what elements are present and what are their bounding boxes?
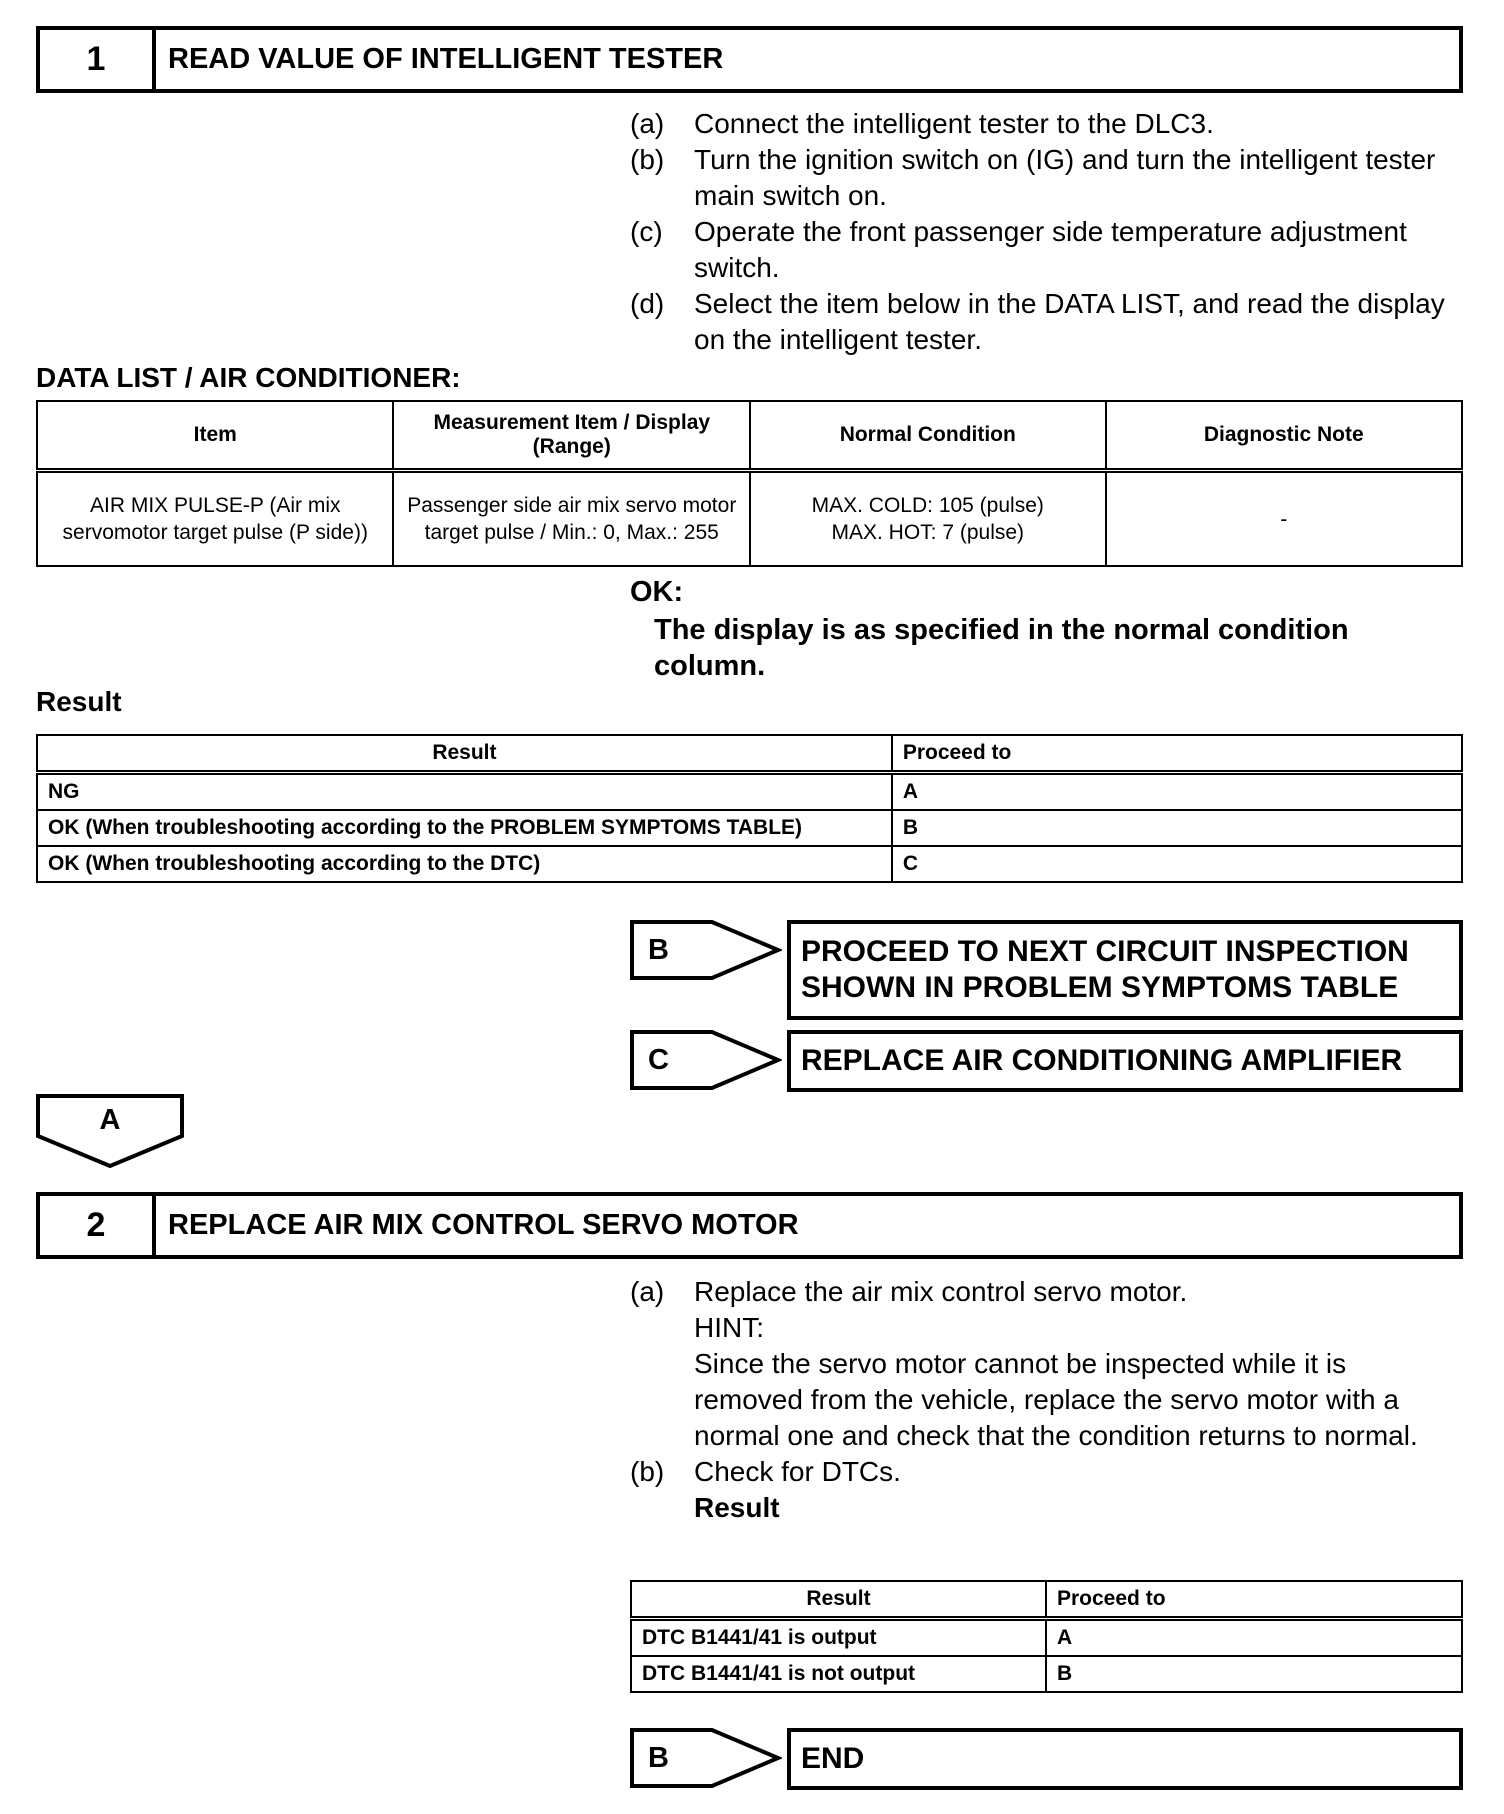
normal-condition-line: MAX. HOT: 7 (pulse) bbox=[831, 521, 1025, 544]
ok-label: OK: bbox=[630, 576, 684, 608]
proceed-cell: B bbox=[892, 810, 1462, 846]
instruction-text: Check for DTCs. bbox=[694, 1456, 901, 1487]
instruction-text: Replace the air mix control servo motor. bbox=[694, 1276, 1188, 1307]
result-heading: Result bbox=[36, 686, 122, 717]
proceed-cell: A bbox=[1046, 1619, 1462, 1657]
result-table bbox=[630, 1580, 1463, 1693]
step-number: 2 bbox=[40, 1196, 156, 1255]
table-header-row bbox=[631, 1581, 1462, 1619]
result-heading: Result bbox=[694, 1492, 780, 1523]
column-header: Measurement Item / Display (Range) bbox=[393, 401, 750, 471]
proceed-cell: A bbox=[892, 773, 1462, 811]
result-cell: OK (When troubleshooting according to the DTC) bbox=[37, 846, 892, 882]
hint-text: Since the servo motor cannot be inspected while it is removed from the vehicle, replace the servo motor with a normal one and check that the condition returns to normal. bbox=[694, 1348, 1418, 1451]
column-header: Proceed to bbox=[892, 735, 1462, 773]
action-text: END bbox=[801, 1742, 865, 1775]
result-table bbox=[36, 734, 1463, 883]
table-row bbox=[37, 471, 1462, 567]
table-row bbox=[37, 846, 1462, 882]
instruction-item bbox=[630, 1454, 1460, 1526]
table-header-row bbox=[37, 401, 1462, 471]
instruction-item bbox=[630, 214, 1460, 286]
instruction-text: Turn the ignition switch on (IG) and turn the intelligent tester main switch on. bbox=[694, 144, 1436, 211]
normal-condition-line: MAX. COLD: 105 (pulse) bbox=[811, 494, 1044, 517]
proceed-cell: B bbox=[1046, 1656, 1462, 1692]
column-header: Normal Condition bbox=[750, 401, 1105, 471]
column-header: Result bbox=[37, 735, 892, 773]
result-cell: DTC B1441/41 is not output bbox=[631, 1656, 1046, 1692]
column-header: Item bbox=[37, 401, 393, 471]
instruction-item bbox=[630, 142, 1460, 214]
instruction-label: (b) bbox=[630, 144, 665, 175]
action-box bbox=[787, 1728, 1463, 1790]
data-list-table bbox=[36, 400, 1463, 567]
instruction-item bbox=[630, 1274, 1460, 1454]
step-number: 1 bbox=[40, 30, 156, 89]
column-header: Diagnostic Note bbox=[1106, 401, 1463, 471]
instruction-item bbox=[630, 286, 1460, 358]
continue-arrow-a bbox=[36, 1094, 184, 1168]
step-title: REPLACE AIR MIX CONTROL SERVO MOTOR bbox=[168, 1209, 799, 1241]
normal-condition-cell bbox=[750, 471, 1105, 567]
branch-letter: B bbox=[648, 933, 669, 966]
instruction-text: Select the item below in the DATA LIST, and read the display on the intelligent tester. bbox=[694, 288, 1445, 355]
branch-arrow-b bbox=[630, 920, 782, 980]
instruction-label: (c) bbox=[630, 216, 663, 247]
instruction-label: (a) bbox=[630, 108, 665, 139]
table-header-row bbox=[37, 735, 1462, 773]
table-row bbox=[37, 773, 1462, 811]
continue-letter: A bbox=[99, 1104, 121, 1136]
branch-letter: B bbox=[648, 1741, 669, 1774]
instruction-text: Operate the front passenger side temperature adjustment switch. bbox=[694, 216, 1407, 283]
step-1-header bbox=[36, 26, 1463, 93]
column-header: Proceed to bbox=[1046, 1581, 1462, 1619]
column-header: Result bbox=[631, 1581, 1046, 1619]
instruction-label: (a) bbox=[630, 1276, 665, 1307]
branch-arrow-b bbox=[630, 1728, 782, 1788]
action-box bbox=[787, 920, 1463, 1020]
result-cell: DTC B1441/41 is output bbox=[631, 1619, 1046, 1657]
item-cell: AIR MIX PULSE-P (Air mix servomotor target pulse (P side)) bbox=[37, 471, 393, 567]
hint-label: HINT: bbox=[694, 1312, 764, 1343]
data-list-heading: DATA LIST / AIR CONDITIONER: bbox=[36, 362, 461, 393]
result-cell: NG bbox=[37, 773, 892, 811]
action-text: PROCEED TO NEXT CIRCUIT INSPECTION SHOWN IN PROBLEM SYMPTOMS TABLE bbox=[801, 935, 1409, 1004]
instruction-label: (d) bbox=[630, 288, 665, 319]
measurement-cell: Passenger side air mix servo motor target pulse / Min.: 0, Max.: 255 bbox=[393, 471, 750, 567]
step-2-instructions bbox=[630, 1274, 1460, 1526]
instruction-text: Connect the intelligent tester to the DLC3. bbox=[694, 108, 1214, 139]
action-box bbox=[787, 1030, 1463, 1092]
instruction-label: (b) bbox=[630, 1456, 665, 1487]
step-1-instructions bbox=[630, 106, 1460, 358]
result-cell: OK (When troubleshooting according to the PROBLEM SYMPTOMS TABLE) bbox=[37, 810, 892, 846]
branch-arrow-c bbox=[630, 1030, 782, 1090]
table-row bbox=[37, 810, 1462, 846]
proceed-cell: C bbox=[892, 846, 1462, 882]
diagnostic-note-cell: - bbox=[1106, 471, 1463, 567]
ok-text: The display is as specified in the normal condition column. bbox=[654, 614, 1349, 682]
table-row bbox=[631, 1619, 1462, 1657]
step-title: READ VALUE OF INTELLIGENT TESTER bbox=[168, 43, 724, 75]
table-row bbox=[631, 1656, 1462, 1692]
action-text: REPLACE AIR CONDITIONING AMPLIFIER bbox=[801, 1044, 1403, 1077]
step-2-header bbox=[36, 1192, 1463, 1259]
instruction-item bbox=[630, 106, 1460, 142]
branch-letter: C bbox=[648, 1043, 669, 1076]
